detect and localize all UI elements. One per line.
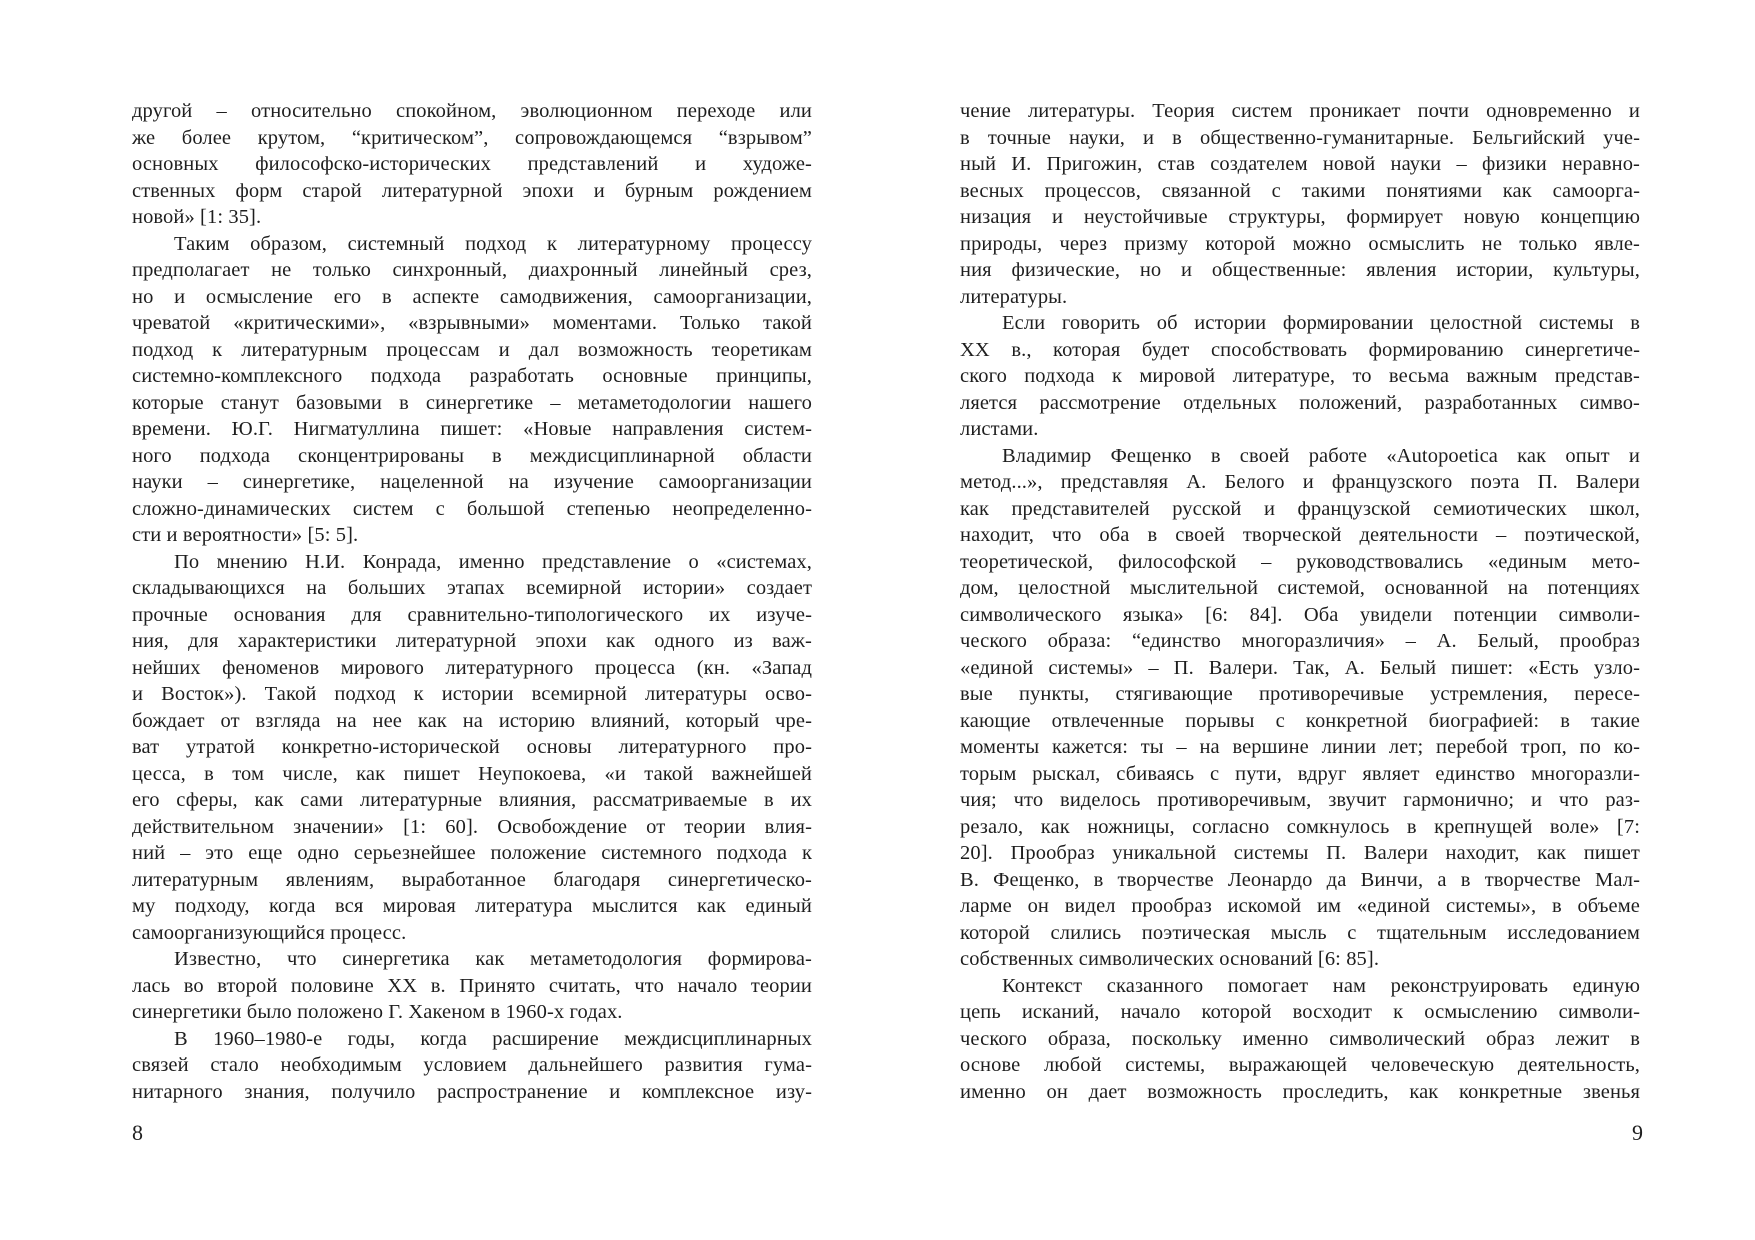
text-line: чреватой «критическими», «взрывными» моментами. Только такой <box>132 312 812 334</box>
text-line: ния физические, но и общественные: явления истории, культуры, <box>960 259 1640 281</box>
page-number-left: 8 <box>132 1120 143 1145</box>
paragraph-first-line: Владимир Фещенко в своей работе «Autopoetica как опыт и <box>1002 444 1640 467</box>
text-line: кающие отвлеченные порывы с конкретной биографией: в такие <box>960 709 1640 732</box>
right-page <box>960 98 1640 1148</box>
paragraph-first-line: Если говорить об истории формировании целостной системы в <box>1002 312 1640 334</box>
text-line: чение литературы. Теория систем проникает почти одновременно и <box>960 100 1640 122</box>
text-line: ческого образа, поскольку именно символический образ лежит в <box>960 1027 1640 1050</box>
text-line: ный И. Пригожин, став создателем новой науки – физики неравно- <box>960 153 1640 175</box>
text-line: ческого образа: “единство многоразличия» – А. Белый, прообраз <box>960 630 1640 652</box>
paragraph-first-line: Контекст сказанного помогает нам реконструировать единую <box>1002 974 1640 997</box>
text-line: но и осмысление его в аспекте самодвижения, самоорганизации, <box>132 285 812 308</box>
paragraph-first-line: По мнению Н.И. Конрада, именно представление о «системах, <box>174 550 812 573</box>
text-line: лась во второй половине XX в. Принято считать, что начало теории <box>132 974 812 997</box>
text-line: му подходу, когда вся мировая литература мыслится как единый <box>132 895 812 917</box>
text-line: же более крутом, “критическом”, сопровождающемся “взрывом” <box>132 126 812 149</box>
text-line: нейших феноменов мирового литературного процесса (кн. «Запад <box>132 656 812 679</box>
text-line: резало, как ножницы, согласно сомкнулось в крепнущей воле» [7: <box>960 815 1640 838</box>
text-line: чия; что виделось противоречивым, звучит гармонично; и что раз- <box>960 789 1640 811</box>
paragraph-first-line: Таким образом, системный подход к литературному процессу <box>174 232 812 255</box>
text-line: которые станут базовыми в синергетике – метаметодологии нашего <box>132 391 812 414</box>
text-line: метод...», представляя А. Белого и французского поэта П. Валери <box>960 471 1640 493</box>
text-line: вые пункты, стягивающие противоречивые устремления, пересе- <box>960 683 1640 705</box>
text-line: низация и неустойчивые структуры, формирует новую концепцию <box>960 206 1640 228</box>
text-line: литературы. <box>960 285 1068 308</box>
text-line: основе любой системы, выражающей человеческую деятельность, <box>960 1054 1640 1076</box>
text-line: ственных форм старой литературной эпохи и бурным рождением <box>132 179 812 202</box>
text-line: собственных символических оснований [6: 85]. <box>960 948 1380 970</box>
text-line: синергетики было положено Г. Хакеном в 1960-х годах. <box>132 1001 623 1023</box>
text-line: ний – это еще одно серьезнейшее положение системного подхода к <box>132 842 812 864</box>
text-line: нитарного знания, получило распространение и комплексное изу- <box>132 1080 812 1103</box>
text-line: литературным явлениям, выработанное благодаря синергетическо- <box>132 868 812 891</box>
text-line: складывающихся на больших этапах всемирной истории» создает <box>132 577 812 599</box>
text-line: связей стало необходимым условием дальнейшего развития гума- <box>132 1054 812 1076</box>
text-line: ния, для характеристики литературной эпохи как одного из важ- <box>132 630 812 652</box>
text-line: его сферы, как сами литературные влияния, рассматриваемые в их <box>132 789 812 811</box>
text-line: дом, целостной мыслительной системой, основанной на потенциях <box>960 577 1640 599</box>
text-line: находит, что оба в своей творческой деятельности – поэтической, <box>960 524 1640 546</box>
text-line: ляется рассмотрение отдельных положений, разработанных симво- <box>960 391 1640 414</box>
text-line: ного подхода сконцентрированы в междисциплинарной области <box>132 444 812 467</box>
text-line: XX в., которая будет способствовать формированию синергетиче- <box>960 338 1640 361</box>
text-line: основных философско-исторических представлений и художе- <box>132 153 812 175</box>
text-line: прочные основания для сравнительно-типологического их изуче- <box>132 603 812 626</box>
text-line: в точные науки, и в общественно-гуманитарные. Бельгийский уче- <box>960 126 1640 149</box>
page-number-right: 9 <box>1632 1120 1643 1145</box>
text-line: 20]. Прообраз уникальной системы П. Валери находит, как пишет <box>960 842 1640 864</box>
text-line: сложно-динамических систем с большой степенью неопределенно- <box>132 497 812 520</box>
text-line: теоретической, философской – руководствовались «единым мето- <box>960 550 1640 573</box>
text-line: и Восток»). Такой подход к истории всемирной литературы осво- <box>132 683 812 705</box>
text-line: торым рыскал, сбиваясь с пути, вдруг являет единство многоразли- <box>960 762 1640 785</box>
text-line: времени. Ю.Г. Нигматуллина пишет: «Новые направления систем- <box>132 418 812 440</box>
text-line: как представителей русской и французской семиотических школ, <box>960 497 1640 520</box>
text-line: «единой системы» – П. Валери. Так, А. Белый пишет: «Есть узло- <box>960 656 1640 679</box>
paragraph-first-line: В 1960–1980-е годы, когда расширение междисциплинарных <box>174 1027 812 1050</box>
text-line: системно-комплексного подхода разработать основные принципы, <box>132 365 812 387</box>
text-line: предполагает не только синхронный, диахронный линейный срез, <box>132 259 812 281</box>
left-page <box>132 98 812 1148</box>
text-line: другой – относительно спокойном, эволюционном переходе или <box>132 100 812 122</box>
text-line: самоорганизующийся процесс. <box>132 921 407 944</box>
text-line: науки – синергетике, нацеленной на изучение самоорганизации <box>132 471 812 493</box>
text-line: действительном значении» [1: 60]. Освобождение от теории влия- <box>132 815 812 838</box>
text-line: моменты кажется: ты – на вершине линии лет; перебой троп, по ко- <box>960 736 1640 758</box>
text-line: сти и вероятности» [5: 5]. <box>132 524 359 546</box>
text-line: листами. <box>960 418 1039 440</box>
text-line: ларме он видел прообраз искомой им «единой системы», в объеме <box>960 895 1640 917</box>
text-line: именно он дает возможность проследить, как конкретные звенья <box>960 1080 1640 1103</box>
text-line: символического языка» [6: 84]. Оба увидели потенции символи- <box>960 603 1640 626</box>
text-line: бождает от взгляда на нее как на историю влияний, который чре- <box>132 709 812 732</box>
text-line: подход к литературным процессам и дал возможность теоретикам <box>132 338 812 361</box>
text-line: ват утратой конкретно-исторической основы литературного про- <box>132 736 812 758</box>
text-line: весных процессов, связанной с такими понятиями как самоорга- <box>960 179 1640 202</box>
text-line: цепь исканий, начало которой восходит к осмыслению символи- <box>960 1001 1640 1023</box>
text-line: природы, через призму которой можно осмыслить не только явле- <box>960 232 1640 255</box>
paragraph-first-line: Известно, что синергетика как метаметодология формирова- <box>174 948 812 970</box>
text-line: В. Фещенко, в творчестве Леонардо да Винчи, а в творчестве Мал- <box>960 868 1640 891</box>
text-line: цесса, в том числе, как пишет Неупокоева, «и такой важнейшей <box>132 762 812 785</box>
text-line: ского подхода к мировой литературе, то весьма важным представ- <box>960 365 1640 387</box>
text-line: новой» [1: 35]. <box>132 206 262 228</box>
text-line: которой слились поэтическая мысль с тщательным исследованием <box>960 921 1640 944</box>
